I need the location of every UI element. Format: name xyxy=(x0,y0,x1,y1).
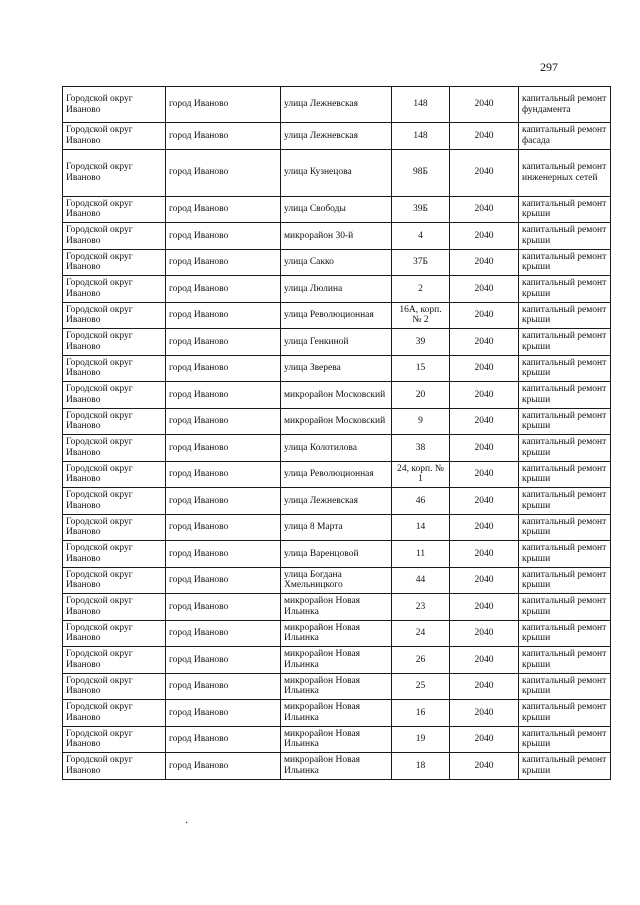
year-cell: 2040 xyxy=(450,753,519,780)
table-row xyxy=(63,488,611,515)
table-row xyxy=(63,123,611,150)
year-cell: 2040 xyxy=(450,647,519,674)
year-cell: 2040 xyxy=(450,87,519,123)
city-cell: город Иваново xyxy=(166,488,281,515)
city-cell: город Иваново xyxy=(166,700,281,727)
city-cell: город Иваново xyxy=(166,382,281,409)
district-cell: Городской округ Иваново xyxy=(63,149,166,196)
table-row xyxy=(63,329,611,356)
city-cell: город Иваново xyxy=(166,726,281,753)
district-cell: Городской округ Иваново xyxy=(63,594,166,621)
district-cell: Городской округ Иваново xyxy=(63,355,166,382)
district-cell: Городской округ Иваново xyxy=(63,408,166,435)
city-cell: город Иваново xyxy=(166,149,281,196)
street-cell: улица Свободы xyxy=(281,196,392,223)
district-cell: Городской округ Иваново xyxy=(63,647,166,674)
city-cell: город Иваново xyxy=(166,249,281,276)
table-row xyxy=(63,355,611,382)
table-row xyxy=(63,435,611,462)
house-number-cell: 37Б xyxy=(392,249,450,276)
year-cell: 2040 xyxy=(450,196,519,223)
house-number-cell: 20 xyxy=(392,382,450,409)
house-number-cell: 15 xyxy=(392,355,450,382)
house-number-cell: 11 xyxy=(392,541,450,568)
work-type-cell: капитальный ремонт крыши xyxy=(519,461,611,488)
year-cell: 2040 xyxy=(450,673,519,700)
work-type-cell: капитальный ремонт крыши xyxy=(519,567,611,594)
district-cell: Городской округ Иваново xyxy=(63,673,166,700)
street-cell: улица Зверева xyxy=(281,355,392,382)
year-cell: 2040 xyxy=(450,355,519,382)
city-cell: город Иваново xyxy=(166,594,281,621)
year-cell: 2040 xyxy=(450,223,519,250)
city-cell: город Иваново xyxy=(166,673,281,700)
house-number-cell: 38 xyxy=(392,435,450,462)
work-type-cell: капитальный ремонт крыши xyxy=(519,620,611,647)
house-number-cell: 18 xyxy=(392,753,450,780)
table-row xyxy=(63,302,611,329)
district-cell: Городской округ Иваново xyxy=(63,302,166,329)
table-row xyxy=(63,408,611,435)
work-type-cell: капитальный ремонт крыши xyxy=(519,382,611,409)
table-row xyxy=(63,673,611,700)
street-cell: улица Кузнецова xyxy=(281,149,392,196)
city-cell: город Иваново xyxy=(166,276,281,303)
district-cell: Городской округ Иваново xyxy=(63,87,166,123)
house-number-cell: 9 xyxy=(392,408,450,435)
district-cell: Городской округ Иваново xyxy=(63,726,166,753)
house-number-cell: 4 xyxy=(392,223,450,250)
street-cell: микрорайон Новая Ильинка xyxy=(281,620,392,647)
work-type-cell: капитальный ремонт крыши xyxy=(519,753,611,780)
district-cell: Городской округ Иваново xyxy=(63,329,166,356)
work-type-cell: капитальный ремонт крыши xyxy=(519,249,611,276)
house-number-cell: 26 xyxy=(392,647,450,674)
table-row xyxy=(63,249,611,276)
work-type-cell: капитальный ремонт крыши xyxy=(519,594,611,621)
year-cell: 2040 xyxy=(450,488,519,515)
city-cell: город Иваново xyxy=(166,87,281,123)
street-cell: улица Генкиной xyxy=(281,329,392,356)
street-cell: микрорайон Новая Ильинка xyxy=(281,673,392,700)
house-number-cell: 148 xyxy=(392,87,450,123)
year-cell: 2040 xyxy=(450,461,519,488)
city-cell: город Иваново xyxy=(166,355,281,382)
house-number-cell: 19 xyxy=(392,726,450,753)
footer-mark: . xyxy=(185,812,188,826)
repair-schedule-table xyxy=(62,86,611,780)
work-type-cell: капитальный ремонт крыши xyxy=(519,302,611,329)
table-row xyxy=(63,567,611,594)
city-cell: город Иваново xyxy=(166,541,281,568)
district-cell: Городской округ Иваново xyxy=(63,249,166,276)
year-cell: 2040 xyxy=(450,149,519,196)
city-cell: город Иваново xyxy=(166,514,281,541)
city-cell: город Иваново xyxy=(166,753,281,780)
year-cell: 2040 xyxy=(450,594,519,621)
year-cell: 2040 xyxy=(450,382,519,409)
house-number-cell: 24, корп. № 1 xyxy=(392,461,450,488)
district-cell: Городской округ Иваново xyxy=(63,753,166,780)
house-number-cell: 23 xyxy=(392,594,450,621)
table-row xyxy=(63,726,611,753)
house-number-cell: 39Б xyxy=(392,196,450,223)
work-type-cell: капитальный ремонт крыши xyxy=(519,276,611,303)
street-cell: микрорайон Новая Ильинка xyxy=(281,594,392,621)
street-cell: микрорайон Московский xyxy=(281,382,392,409)
house-number-cell: 2 xyxy=(392,276,450,303)
district-cell: Городской округ Иваново xyxy=(63,276,166,303)
table-row xyxy=(63,753,611,780)
work-type-cell: капитальный ремонт крыши xyxy=(519,726,611,753)
street-cell: микрорайон Новая Ильинка xyxy=(281,753,392,780)
table-row xyxy=(63,594,611,621)
house-number-cell: 98Б xyxy=(392,149,450,196)
street-cell: улица Колотилова xyxy=(281,435,392,462)
table-body xyxy=(63,87,611,780)
street-cell: микрорайон 30-й xyxy=(281,223,392,250)
house-number-cell: 25 xyxy=(392,673,450,700)
work-type-cell: капитальный ремонт инженерных сетей xyxy=(519,149,611,196)
work-type-cell: капитальный ремонт фасада xyxy=(519,123,611,150)
year-cell: 2040 xyxy=(450,302,519,329)
year-cell: 2040 xyxy=(450,123,519,150)
district-cell: Городской округ Иваново xyxy=(63,435,166,462)
city-cell: город Иваново xyxy=(166,123,281,150)
street-cell: улица Революционная xyxy=(281,461,392,488)
city-cell: город Иваново xyxy=(166,223,281,250)
work-type-cell: капитальный ремонт крыши xyxy=(519,700,611,727)
table-row xyxy=(63,647,611,674)
year-cell: 2040 xyxy=(450,408,519,435)
house-number-cell: 39 xyxy=(392,329,450,356)
table-row xyxy=(63,461,611,488)
work-type-cell: капитальный ремонт крыши xyxy=(519,514,611,541)
house-number-cell: 16А, корп. № 2 xyxy=(392,302,450,329)
year-cell: 2040 xyxy=(450,514,519,541)
district-cell: Городской округ Иваново xyxy=(63,620,166,647)
city-cell: город Иваново xyxy=(166,567,281,594)
street-cell: улица Сакко xyxy=(281,249,392,276)
work-type-cell: капитальный ремонт крыши xyxy=(519,355,611,382)
city-cell: город Иваново xyxy=(166,408,281,435)
year-cell: 2040 xyxy=(450,249,519,276)
year-cell: 2040 xyxy=(450,700,519,727)
street-cell: улица Варенцовой xyxy=(281,541,392,568)
house-number-cell: 16 xyxy=(392,700,450,727)
street-cell: улица Лежневская xyxy=(281,488,392,515)
district-cell: Городской округ Иваново xyxy=(63,514,166,541)
district-cell: Городской округ Иваново xyxy=(63,196,166,223)
table-row xyxy=(63,382,611,409)
street-cell: улица Лежневская xyxy=(281,123,392,150)
work-type-cell: капитальный ремонт крыши xyxy=(519,673,611,700)
year-cell: 2040 xyxy=(450,541,519,568)
table-row xyxy=(63,700,611,727)
work-type-cell: капитальный ремонт крыши xyxy=(519,196,611,223)
city-cell: город Иваново xyxy=(166,435,281,462)
city-cell: город Иваново xyxy=(166,302,281,329)
district-cell: Городской округ Иваново xyxy=(63,541,166,568)
street-cell: микрорайон Новая Ильинка xyxy=(281,726,392,753)
city-cell: город Иваново xyxy=(166,329,281,356)
street-cell: улица Люлина xyxy=(281,276,392,303)
year-cell: 2040 xyxy=(450,329,519,356)
table-row xyxy=(63,223,611,250)
district-cell: Городской округ Иваново xyxy=(63,700,166,727)
street-cell: улица Лежневская xyxy=(281,87,392,123)
work-type-cell: капитальный ремонт фундамента xyxy=(519,87,611,123)
year-cell: 2040 xyxy=(450,567,519,594)
work-type-cell: капитальный ремонт крыши xyxy=(519,223,611,250)
district-cell: Городской округ Иваново xyxy=(63,461,166,488)
city-cell: город Иваново xyxy=(166,620,281,647)
work-type-cell: капитальный ремонт крыши xyxy=(519,408,611,435)
house-number-cell: 46 xyxy=(392,488,450,515)
table-row xyxy=(63,149,611,196)
house-number-cell: 148 xyxy=(392,123,450,150)
city-cell: город Иваново xyxy=(166,461,281,488)
city-cell: город Иваново xyxy=(166,647,281,674)
street-cell: улица Революционная xyxy=(281,302,392,329)
table-row xyxy=(63,541,611,568)
house-number-cell: 44 xyxy=(392,567,450,594)
district-cell: Городской округ Иваново xyxy=(63,382,166,409)
work-type-cell: капитальный ремонт крыши xyxy=(519,435,611,462)
year-cell: 2040 xyxy=(450,620,519,647)
street-cell: микрорайон Новая Ильинка xyxy=(281,647,392,674)
work-type-cell: капитальный ремонт крыши xyxy=(519,647,611,674)
year-cell: 2040 xyxy=(450,435,519,462)
table-row xyxy=(63,196,611,223)
work-type-cell: капитальный ремонт крыши xyxy=(519,488,611,515)
table-row xyxy=(63,276,611,303)
house-number-cell: 14 xyxy=(392,514,450,541)
district-cell: Городской округ Иваново xyxy=(63,567,166,594)
street-cell: микрорайон Московский xyxy=(281,408,392,435)
house-number-cell: 24 xyxy=(392,620,450,647)
street-cell: улица 8 Марта xyxy=(281,514,392,541)
table-row xyxy=(63,87,611,123)
district-cell: Городской округ Иваново xyxy=(63,223,166,250)
work-type-cell: капитальный ремонт крыши xyxy=(519,541,611,568)
street-cell: улица Богдана Хмельницкого xyxy=(281,567,392,594)
page-number: 297 xyxy=(540,60,558,74)
table-row xyxy=(63,514,611,541)
year-cell: 2040 xyxy=(450,276,519,303)
district-cell: Городской округ Иваново xyxy=(63,488,166,515)
district-cell: Городской округ Иваново xyxy=(63,123,166,150)
city-cell: город Иваново xyxy=(166,196,281,223)
work-type-cell: капитальный ремонт крыши xyxy=(519,329,611,356)
year-cell: 2040 xyxy=(450,726,519,753)
street-cell: микрорайон Новая Ильинка xyxy=(281,700,392,727)
table-row xyxy=(63,620,611,647)
